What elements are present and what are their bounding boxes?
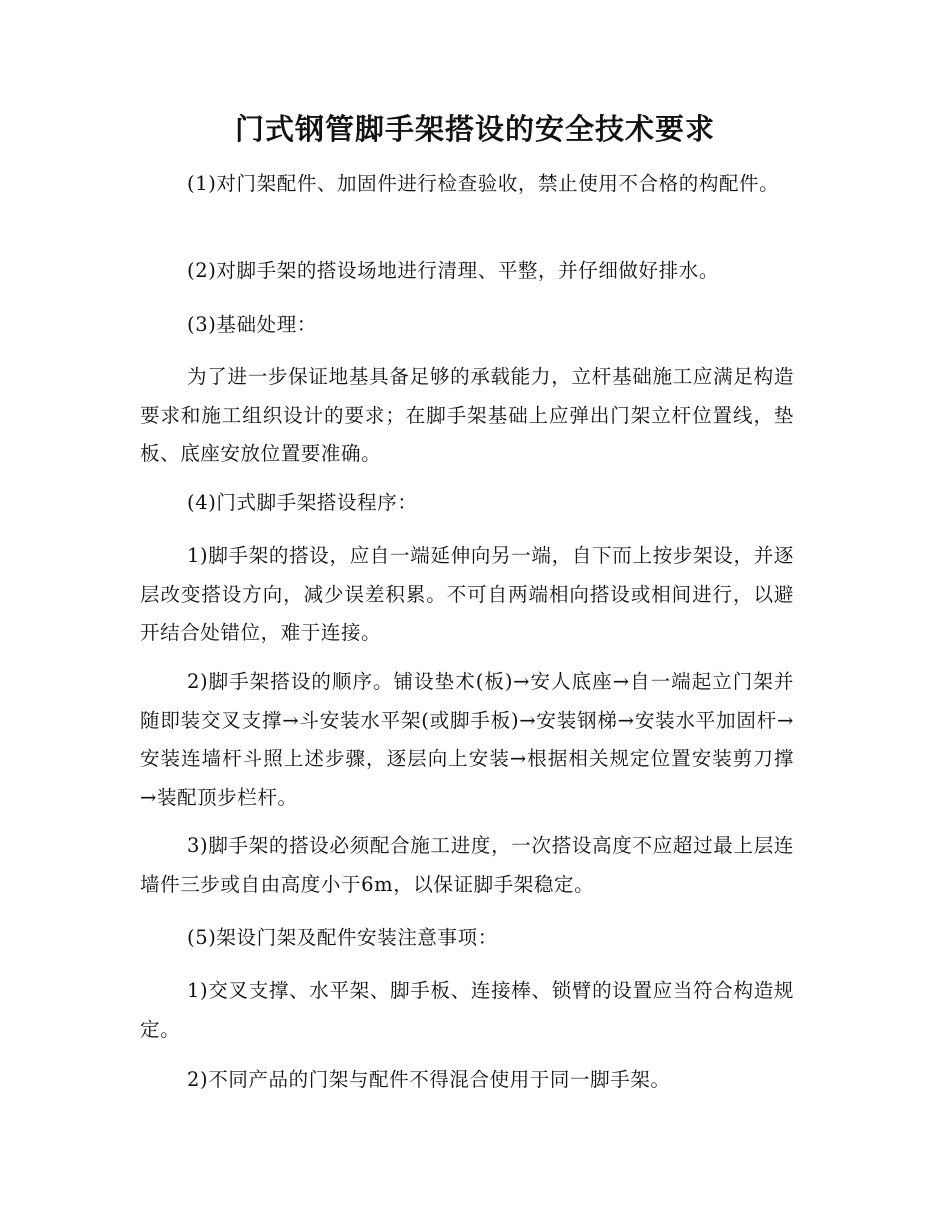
paragraph-4: 为了进一步保证地基具备足够的承载能力，立杆基础施工应满足构造要求和施工组织设计的要求；在脚手架基础上应弹出门架立杆位置线，垫板、底座安放位置要准确。 <box>140 365 794 465</box>
document-title: 门式钢管脚手架搭设的安全技术要求 <box>234 112 715 146</box>
paragraph-9: (5)架设门架及配件安装注意事项： <box>187 926 498 949</box>
paragraph-7: 2)脚手架搭设的顺序。铺设垫术(板)→安人底座→自一端起立门架并随即装交叉支撑→斗安装水平架(或脚手板)→安装钢梯→安装水平加固杆→安装连墙杆斗照上述步骤，逐层向上安装→根据相关规定位置安装剪刀撑→装配顶步栏杆。 <box>140 670 794 809</box>
paragraph-10: 1)交叉支撑、水平架、脚手板、连接棒、锁臂的设置应当符合构造规定。 <box>140 979 794 1041</box>
paragraph-11: 2)不同产品的门架与配件不得混合使用于同一脚手架。 <box>187 1068 671 1091</box>
paragraph-1: (1)对门架配件、加固件进行检查验收，禁止使用不合格的构配件。 <box>187 172 780 195</box>
paragraph-3: (3)基础处理： <box>187 313 317 336</box>
paragraph-5: (4)门式脚手架搭设程序： <box>187 491 418 514</box>
paragraph-6: 1)脚手架的搭设，应自一端延伸向另一端，自下而上按步架设，并逐层改变搭设方向，减少误差积累。不可自两端相向搭设或相间进行，以避开结合处错位，难于连接。 <box>140 544 794 644</box>
paragraph-8: 3)脚手架的搭设必须配合施工进度，一次搭设高度不应超过最上层连墙件三步或自由高度小于6m，以保证脚手架稳定。 <box>140 834 794 896</box>
paragraph-2: (2)对脚手架的搭设场地进行清理、平整，并仔细做好排水。 <box>187 259 719 282</box>
